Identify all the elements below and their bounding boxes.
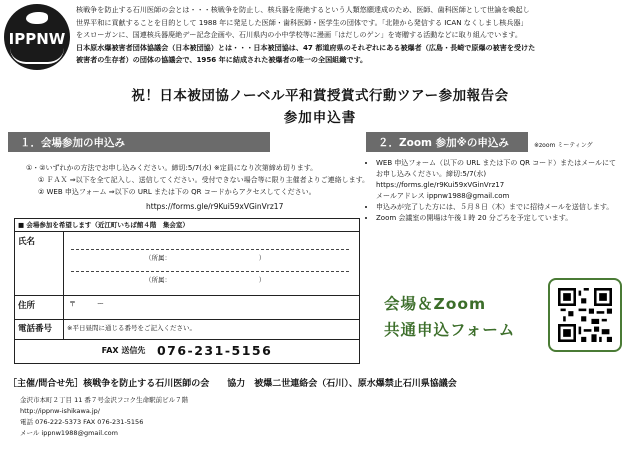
phone-row — [15, 319, 359, 340]
address-label: 住所 — [18, 301, 36, 311]
footer — [8, 376, 634, 439]
affiliation-2: （所属： ） — [145, 276, 266, 284]
name-row — [15, 231, 359, 296]
intro-line: 日本原水爆被害者団体協議会（日本被団協）とは・・・日本被団協は、47 都道府県のそれぞれにある被爆者（広島・長崎で原爆の被害を受けた — [76, 42, 536, 52]
phone-label: 電話番号 — [18, 324, 53, 334]
fax-method: ① ＦＡＸ ⇒以下を全て記入し、送信してください。受付できない場合等に限り主催者よりご連絡します。 — [38, 176, 370, 184]
name-field-1[interactable] — [71, 249, 349, 250]
web-method: ② WEB 申込フォーム ⇒以下の URL または下の QR コードからアクセスしてください。 — [38, 188, 316, 196]
organizer-tel-fax: 電話 076-222-5373 FAX 076-231-5156 — [20, 418, 144, 426]
name-field-2[interactable] — [71, 271, 349, 272]
intro-line: 被害者の生存者）の団体の協議会で、1956 年に結成された被爆者の唯一の全国組織です。 — [76, 55, 368, 65]
dove-icon — [26, 12, 48, 24]
postal-code-field[interactable]: 〒 ー — [69, 300, 104, 308]
common-form-title-2: 共通申込フォーム — [384, 321, 516, 339]
zoom-form-url[interactable]: https://forms.gle/r9Kui59xVGinVrz17 — [376, 181, 505, 189]
affiliation-1: （所属： ） — [145, 254, 266, 262]
page-subtitle: 参加申込書 — [283, 110, 357, 126]
section1-heading: １．会場参加の申込み — [8, 132, 270, 152]
intro-line: 世界平和に貢献することを目的として 1988 年に発足した医師・歯科医師・医学生の団体です。「北陸から発信する ICAN なくしまし核兵器」 — [76, 17, 528, 27]
application-form — [14, 218, 360, 364]
page-title: 祝！日本被団協ノーベル平和賞授賞式行動ツアー参加報告会 — [131, 88, 509, 104]
phone-note: ※平日昼間に通じる番号をご記入ください。 — [67, 324, 196, 332]
logo-text: IPPNW — [8, 30, 66, 48]
section1-instructions: ①・②いずれかの方法でお申し込みください。締切:5/7(水) ※定員になり次第締め切ります。 — [26, 164, 318, 172]
section2-heading: ２．Zoom 参加※の申込み — [366, 132, 528, 152]
list-item — [376, 158, 634, 202]
zoom-item-1b: お申し込みください。締切:5/7(水) — [376, 170, 487, 178]
ippnw-logo — [4, 4, 70, 70]
zoom-note: ※zoom ミーティング — [534, 142, 593, 149]
zoom-instructions — [366, 158, 634, 224]
qr-code-icon — [558, 288, 612, 342]
common-form-title-1: 会場＆Zoom — [384, 295, 487, 313]
form-url[interactable]: https://forms.gle/r9Kui59xVGinVrz17 — [146, 202, 284, 211]
organizer-address: 金沢市本町２丁目 11 番７号金沢フコク生命駅前ビル７階 — [20, 396, 189, 404]
address-row — [15, 295, 359, 320]
form-header: ■ 会場参加を希望します（近江町いちば館４階 集会室） — [15, 219, 359, 232]
zoom-item-1a: WEB 申込フォーム（以下の URL または下の QR コード）またはメールにて — [376, 159, 617, 167]
name-label: 氏名 — [18, 237, 36, 247]
fax-number: 076-231-5156 — [156, 343, 273, 358]
fax-destination — [15, 339, 359, 363]
column-divider — [63, 231, 64, 339]
zoom-mail[interactable]: メールアドレス ippnw1988@gmail.com — [376, 192, 510, 200]
intro-line: 核戦争を防止する石川医師の会とは・・・核戦争を防止し、核兵器を廃絶するという人類悠願達成のため、医師、歯科医師として世論を喚起し — [76, 5, 530, 14]
list-item: • Zoom 会議室の開場は午後１時 20 分ごろを予定しています。 — [376, 213, 634, 224]
logo-arc-icon — [10, 48, 64, 64]
qr-code[interactable] — [548, 278, 622, 352]
organizer-website[interactable]: http://ippnw-ishikawa.jp/ — [20, 407, 100, 415]
intro-line: をスローガンに、国連核兵器廃絶デー記念企画や、石川県内の小中学校等に漫画「はだしのゲン」を寄贈する活動などに取り組んでいます。 — [76, 30, 522, 40]
organizer: ［主催/問合せ先］核戦争を防止する石川医師の会 協力 被爆二世連絡会（石川）、原水爆禁止石川県協議会 — [8, 379, 457, 389]
fax-label: FAX 送信先 — [101, 346, 146, 355]
organizer-email[interactable]: メール ippnw1988@gmail.com — [20, 429, 118, 437]
list-item: • 申込みが完了した方には、５月８日（木）までに招待メールを送信します。 — [376, 202, 634, 213]
intro-text — [76, 4, 634, 67]
